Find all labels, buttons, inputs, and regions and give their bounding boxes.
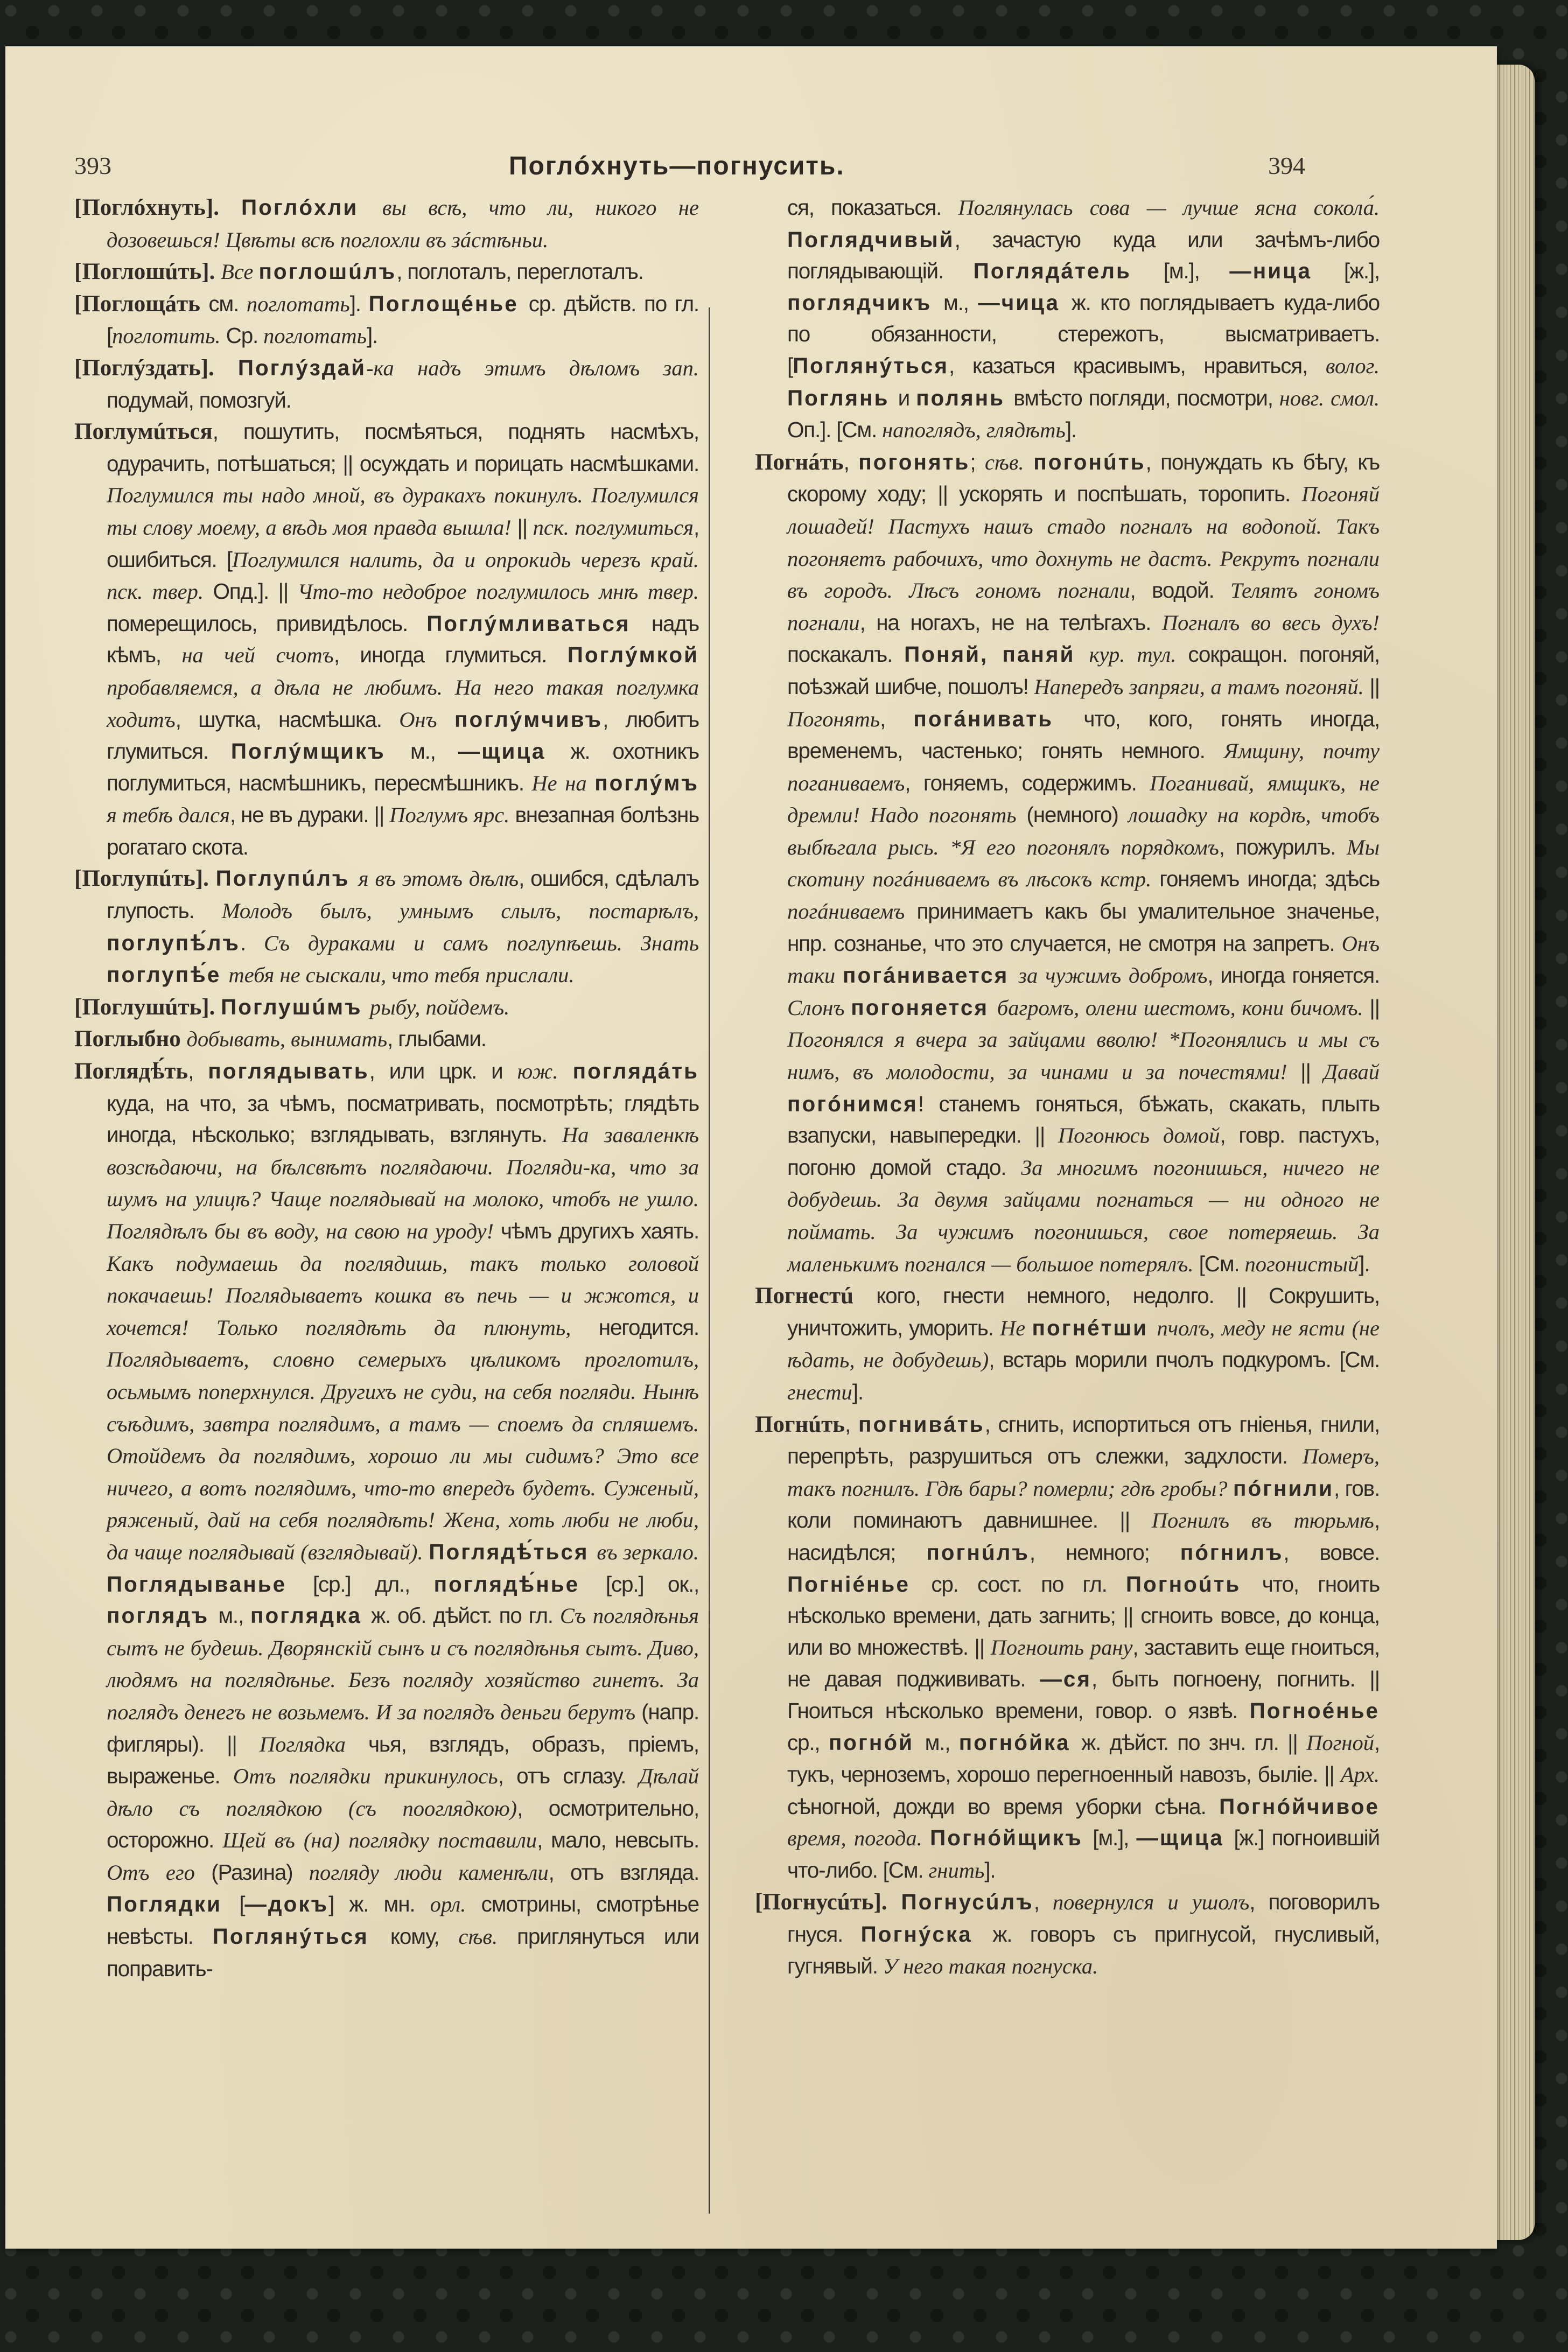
italic-text: Погналъ во весь духъ! bbox=[1161, 610, 1380, 635]
bold-form: —щица bbox=[458, 739, 571, 764]
plain-text: Ср. bbox=[226, 323, 264, 348]
plain-text: , тукъ, черноземъ, хорошо перегноенный навозъ, быліе. || bbox=[787, 1730, 1380, 1787]
plain-text: ж. говоръ съ пригнусой, гнусливый, гугнявый. bbox=[787, 1922, 1380, 1978]
italic-text: Какъ подумаешь да поглядишь, такъ только головой покачаешь! Поглядываетъ кошка въ печь — и жжотся, и хочется! Только поглядѣть да плюнуть, bbox=[107, 1251, 699, 1340]
column-left bbox=[74, 192, 699, 1984]
plain-text: внезапная болѣзнь рогатаго скота. bbox=[107, 802, 699, 859]
bold-form: погóнимся bbox=[787, 1091, 918, 1116]
bold-form: поглядъ bbox=[107, 1603, 219, 1628]
page-number-left: 393 bbox=[74, 152, 111, 179]
bold-form: Погнóйщикъ bbox=[930, 1825, 1093, 1851]
bold-form: Поглýздай bbox=[237, 355, 367, 380]
dictionary-entry bbox=[74, 1055, 699, 1984]
italic-text: я въ этомъ дѣлѣ bbox=[358, 866, 519, 891]
plain-text: ! станемъ гоняться, бѣжать, скакать, плыть взапуски, навыпередки. || bbox=[787, 1091, 1380, 1148]
bold-form: поглядѣ́нье bbox=[433, 1571, 606, 1597]
italic-text: Съ поглядѣнья сытъ не будешь. Дворянскій сынъ и съ поглядѣнья сытъ. Диво, людямъ на поглядѣнье. Безъ погляду хозяйство гинетъ. За поглядъ денегъ не возьмемъ. И за поглядъ деньги берутъ bbox=[107, 1604, 699, 1724]
italic-text: кур. тул. bbox=[1089, 642, 1188, 667]
bold-form: —ница bbox=[1229, 258, 1344, 284]
italic-text: Поганивай, ямщикъ, не дремли! Надо погонять bbox=[787, 771, 1380, 828]
bold-form: Погноéнье bbox=[1249, 1698, 1380, 1723]
italic-text: Отъ поглядки прикинулось bbox=[233, 1764, 498, 1789]
italic-text: Телятъ гономъ погнали bbox=[787, 578, 1380, 635]
plain-text: [ср.] дл., bbox=[312, 1571, 434, 1597]
plain-text: ] ж. мн. bbox=[328, 1892, 430, 1917]
italic-text: Поглянулась сова — лучше ясна сокола́. bbox=[958, 195, 1380, 220]
italic-text: Не на bbox=[531, 771, 595, 795]
italic-text: За многимъ погонишься, ничего не добудешь. За двумя зайцами погнаться — ни одного не поймать. За чужимъ погонишься, свое потеряешь. За маленькимъ погнался — большое потерялъ. bbox=[787, 1155, 1380, 1276]
italic-text: гнести bbox=[787, 1380, 852, 1404]
bold-form: поглядка bbox=[250, 1603, 372, 1628]
plain-text: надъ кѣмъ, bbox=[107, 611, 699, 668]
bold-form: Поглядáтель bbox=[973, 258, 1164, 284]
plain-text: куда, на что, за чѣмъ, посматривать, посмотрѣть; глядѣть иногда, нѣсколько; взглядывать, взглянуть. bbox=[107, 1090, 699, 1147]
bold-form: поглупѣ́лъ bbox=[107, 930, 240, 955]
dictionary-entry bbox=[74, 256, 699, 288]
italic-text: за чужимъ добромъ bbox=[1018, 963, 1208, 988]
plain-text: ; bbox=[970, 449, 985, 474]
plain-text: , на ногахъ, не на телѣгахъ. bbox=[859, 610, 1162, 635]
bold-form: Поглушúмъ bbox=[221, 994, 370, 1019]
italic-text: Ямщину, почту поганиваемъ bbox=[787, 739, 1380, 795]
page-number-right: 394 bbox=[1268, 152, 1305, 179]
bold-form: Поглóхли bbox=[241, 195, 382, 220]
headword: Поглядѣ́ть bbox=[74, 1059, 188, 1084]
plain-text: , гов. коли поминаютъ давнишнее. || bbox=[787, 1475, 1380, 1533]
plain-text: , bbox=[843, 449, 859, 474]
bold-form: —чица bbox=[978, 290, 1072, 315]
headword: [Поглýздать]. bbox=[74, 355, 238, 381]
italic-text: Погонять bbox=[787, 706, 880, 731]
bold-form: пóгнили bbox=[1233, 1475, 1334, 1501]
italic-text: Не bbox=[1000, 1315, 1032, 1340]
column-divider bbox=[709, 307, 710, 2214]
plain-text: , понуждать къ бѣгу, къ скорому ходу; || ускорять и поспѣшать, торопить. bbox=[787, 449, 1380, 507]
italic-text: Мы скотину погáниваемъ въ лѣсокъ кстр. bbox=[787, 835, 1380, 892]
italic-text: напоглядъ, глядѣть bbox=[882, 418, 1066, 443]
plain-text: , пошутить, посмѣяться, поднять насмѣхъ, одурачить, потѣшаться; || осуждать и порицать насмѣшками. bbox=[107, 419, 699, 476]
plain-text: , казаться красивымъ, нравиться, bbox=[949, 353, 1326, 378]
plain-text: см. bbox=[208, 291, 247, 316]
italic-text: Погнилъ въ тюрьмѣ bbox=[1151, 1508, 1374, 1533]
plain-text: ж. об. дѣйст. по гл. bbox=[371, 1603, 560, 1628]
italic-text: багромъ, олени шестомъ, кони бичомъ. bbox=[997, 995, 1370, 1020]
bold-form: погнúлъ bbox=[926, 1539, 1030, 1565]
plain-text: , иногда глумиться. bbox=[333, 642, 568, 668]
headword: [Поглóхнуть]. bbox=[74, 195, 241, 220]
plain-text: [ bbox=[239, 1892, 245, 1917]
dictionary-entry bbox=[74, 863, 699, 991]
plain-text: приглянуться или поправить- bbox=[107, 1924, 699, 1981]
dictionary-page bbox=[5, 46, 1497, 2249]
plain-text: м., bbox=[925, 1730, 959, 1755]
italic-text: въ зеркало. bbox=[597, 1539, 699, 1564]
italic-text: новг. смол. bbox=[1279, 386, 1380, 410]
dictionary-entry bbox=[74, 991, 699, 1024]
bold-form: Погнóйчивое bbox=[1219, 1794, 1380, 1819]
plain-text: , или црк. и bbox=[369, 1059, 517, 1084]
bold-form: пóгнилъ bbox=[1180, 1539, 1284, 1565]
plain-text: вмѣсто погляди, посмотри, bbox=[1013, 385, 1279, 410]
bold-form: погнéтши bbox=[1032, 1315, 1157, 1340]
plain-text: ся, показаться. bbox=[787, 195, 958, 220]
italic-text: Онъ bbox=[399, 707, 454, 732]
bold-form: погнóйка bbox=[958, 1730, 1082, 1755]
plain-text: сѣногной, дожди во время уборки сѣна. bbox=[787, 1794, 1220, 1819]
plain-text: [м.], bbox=[1093, 1825, 1137, 1851]
italic-text: Напередъ запряги, а тамъ погоняй. bbox=[1034, 674, 1370, 699]
plain-text: кого, гнести немного, недолго. || Сокрушить, уничтожить, уморить. bbox=[787, 1283, 1380, 1340]
bold-form: Поняй, паняй bbox=[904, 642, 1089, 667]
plain-text: чѣмъ другихъ хаять. bbox=[500, 1219, 699, 1243]
plain-text: , быть погноену, погнить. || Гноиться нѣсколько времени, говор. о язвѣ. bbox=[787, 1667, 1380, 1723]
bold-form: поглýмчивъ bbox=[454, 706, 603, 732]
dictionary-entry bbox=[755, 1886, 1380, 1982]
headword: Поглумúться bbox=[74, 419, 213, 445]
italic-text: я тебѣ дался bbox=[107, 803, 230, 828]
italic-text: повернулся и ушолъ bbox=[1052, 1890, 1250, 1915]
bold-form: поглядчикъ bbox=[787, 290, 943, 315]
bold-form: погáнивать bbox=[913, 706, 1084, 731]
plain-text: , глыбами. bbox=[387, 1026, 486, 1052]
plain-text: , насидѣлся; bbox=[787, 1508, 1380, 1565]
italic-text: Поглумился налить, да и опрокидь черезъ край. пск. твер. bbox=[107, 547, 699, 604]
plain-text: ]. bbox=[852, 1379, 863, 1404]
bold-form: Поглядчивый bbox=[787, 227, 955, 252]
headword: [Поглупúть]. bbox=[74, 866, 216, 892]
bold-form: Поглýмщикъ bbox=[230, 739, 410, 764]
italic-text: Все bbox=[221, 260, 259, 284]
plain-text: , сгнить, испортиться отъ гніенья, гнили, перепрѣть, разрушиться отъ слежки, задхлости. bbox=[787, 1411, 1380, 1469]
plain-text: , любитъ глумиться. bbox=[107, 706, 699, 764]
bold-form: Поглянýться bbox=[212, 1924, 390, 1949]
italic-text: Погоняй лошадей! Пастухъ нашъ стадо погналъ на водопой. Такъ погоняетъ рабочихъ, что дохнуть не дастъ. Рекрутъ погнали въ городъ. Лѣсъ гономъ погнали bbox=[787, 482, 1380, 603]
italic-text: Дѣлай дѣло съ поглядкою (съ пооглядкою) bbox=[107, 1764, 699, 1821]
italic-text: поглотать bbox=[246, 291, 350, 316]
italic-text: добывать, вынимать bbox=[186, 1027, 388, 1052]
italic-text: Поглумъ ярс. bbox=[389, 803, 515, 828]
plain-text: м., bbox=[943, 290, 978, 315]
plain-text: , встарь морили пчолъ подкуромъ. [См. bbox=[989, 1347, 1380, 1373]
headword: Погнúть bbox=[755, 1411, 845, 1437]
plain-text: , немного; bbox=[1029, 1539, 1180, 1565]
dictionary-entry bbox=[755, 192, 1380, 446]
italic-text: погонистый bbox=[1244, 1251, 1359, 1276]
plain-text: поскакалъ. bbox=[787, 642, 905, 667]
bold-form: поглошúлъ bbox=[258, 259, 397, 284]
bold-form: поглýмъ bbox=[594, 770, 699, 795]
plain-text: (немного) bbox=[1026, 802, 1129, 828]
dictionary-entry bbox=[74, 288, 699, 352]
plain-text: , гоняемъ, содержимъ. bbox=[905, 770, 1150, 795]
plain-text: , ошибиться. [ bbox=[107, 514, 699, 572]
plain-text: , зачастую куда или зачѣмъ-либо поглядывающій. bbox=[787, 227, 1380, 284]
plain-text: || bbox=[1369, 995, 1380, 1020]
plain-text: Оп.]. [См. bbox=[787, 417, 883, 443]
italic-text: Погонюсь домой bbox=[1058, 1123, 1220, 1148]
bold-form: —ся bbox=[1040, 1667, 1092, 1692]
italic-text: сѣв. bbox=[984, 450, 1034, 474]
plain-text: и bbox=[898, 385, 916, 410]
plain-text: , мало, невсыть. bbox=[537, 1828, 699, 1853]
dictionary-entry bbox=[74, 1023, 699, 1055]
plain-text: кому, bbox=[390, 1924, 459, 1949]
bold-form: Погноúть bbox=[1125, 1571, 1262, 1597]
plain-text: ж. дѣйст. по знч. гл. || bbox=[1081, 1730, 1307, 1755]
plain-text: , bbox=[880, 706, 914, 731]
plain-text: , bbox=[1033, 1889, 1053, 1915]
italic-text: лошадку на кордѣ, чтобъ выбѣгала рысь. *Я его погонялъ порядкомъ bbox=[787, 803, 1380, 859]
plain-text: гоняемъ иногда; здѣсь bbox=[1159, 866, 1380, 892]
bold-form: погонять bbox=[858, 449, 970, 474]
plain-text: ]. bbox=[367, 323, 378, 348]
plain-text: [ср.] ок., bbox=[605, 1571, 699, 1597]
italic-text: Слонъ bbox=[787, 995, 851, 1020]
column-right bbox=[755, 192, 1380, 1982]
italic-text: орл. bbox=[430, 1892, 481, 1917]
plain-text: ж. охотникъ поглумиться, насмѣшникъ, пересмѣшникъ. bbox=[107, 739, 699, 795]
italic-text: тебя не сыскали, что тебя прислали. bbox=[228, 963, 575, 988]
bold-form: поглядáть bbox=[572, 1059, 699, 1084]
italic-text: Поглядываетъ, словно семерыхъ цѣликомъ проглотилъ, осьмымъ поперхнулся. Другихъ не суди, на себя погляди. Нынѣ съѣдимъ, завтра поглядимъ, а тамъ — споемъ да спляшемъ. Отойдемъ да поглядимъ, хорошо ли мы сидимъ? Это все ничего, а вотъ поглядимъ, что-то впередъ будетъ. Суженый, ряженый, дай на себя поглядѣть! Жена, хоть люби не люби, да чаще поглядывай (взглядывай). bbox=[107, 1347, 699, 1564]
plain-text: Опд.]. || bbox=[213, 579, 298, 604]
headword: [Поглошúть]. bbox=[74, 259, 221, 285]
headword: Погнестú bbox=[755, 1283, 877, 1309]
italic-text: Съ дураками и самъ поглупѣешь. Знать bbox=[263, 930, 699, 955]
bold-form: погáнивается bbox=[843, 963, 1019, 988]
italic-text: погляду люди каменѣли bbox=[309, 1860, 549, 1885]
dictionary-entry bbox=[755, 1280, 1380, 1408]
italic-text: Давай bbox=[1324, 1060, 1380, 1084]
italic-text: У него такая погнуска. bbox=[883, 1954, 1098, 1978]
plain-text: подумай, помозгуй. bbox=[107, 387, 291, 412]
italic-text: гнить bbox=[928, 1858, 985, 1882]
bold-form: Поглянь bbox=[787, 385, 898, 410]
bold-form: полянь bbox=[916, 385, 1014, 410]
italic-text: Погонялся я вчера за зайцами вволю! *Погонялись и мы съ нимъ, въ молодости, за чинами и за почестями! bbox=[787, 1027, 1380, 1084]
plain-text: || bbox=[517, 514, 533, 540]
plain-text: смотрины, смотрѣнье невѣсты. bbox=[107, 1892, 699, 1949]
running-title: Поглóхнуть—погнусить. bbox=[509, 152, 845, 180]
plain-text: принимаетъ какъ бы умалительное значенье, нпр. сознанье, что это случается, не смотря на запретъ. bbox=[787, 899, 1380, 956]
headword: [Поглушúть]. bbox=[74, 994, 221, 1020]
headword: [Погнусúть]. bbox=[755, 1889, 901, 1915]
plain-text: , пожурилъ. bbox=[1219, 834, 1347, 859]
bold-form: Погніéнье bbox=[787, 1571, 932, 1597]
bold-form: погонúть bbox=[1033, 449, 1146, 474]
plain-text: ]. bbox=[1359, 1251, 1370, 1276]
plain-text: ср., bbox=[787, 1730, 829, 1755]
bold-form: Поглядки bbox=[107, 1892, 240, 1917]
plain-text: что, гноить нѣсколько времени, дать загнить; || сгноить вовсе, до конца, или во множествѣ. || bbox=[787, 1571, 1380, 1660]
running-head bbox=[5, 151, 1497, 184]
italic-text: Поглядка bbox=[259, 1732, 369, 1756]
italic-text: сѣв. bbox=[458, 1924, 517, 1949]
plain-text: , заставить еще гноиться, не давая поджививать. bbox=[787, 1634, 1380, 1692]
plain-text: , не въ дураки. || bbox=[229, 802, 390, 828]
dictionary-entry bbox=[755, 446, 1380, 1280]
plain-text: ]. bbox=[349, 291, 369, 316]
dictionary-entry bbox=[74, 192, 699, 256]
bold-form: погнóй bbox=[828, 1730, 925, 1755]
plain-text: , осмотрительно, осторожно. bbox=[107, 1795, 699, 1853]
plain-text: ср. дѣйств. по гл. [ bbox=[107, 291, 699, 348]
italic-text: юж. bbox=[517, 1059, 573, 1084]
plain-text: ]. bbox=[984, 1857, 996, 1882]
dictionary-entry bbox=[755, 1409, 1380, 1887]
italic-text: время, погода. bbox=[787, 1826, 930, 1851]
plain-text: , водой. bbox=[1130, 578, 1230, 603]
italic-text: волог. bbox=[1325, 353, 1380, 378]
italic-text: поглотить. bbox=[112, 324, 226, 348]
italic-text: На заваленкѣ возсѣдаючи, на бѣлсвѣтъ поглядаючи. Погляди-ка, что за шумъ на улицѣ? Чаще поглядывай на молоко, чтобъ не ушло. Поглядѣлъ бы въ воду, на свою на уроду! bbox=[107, 1123, 699, 1243]
bold-form: Поглощéнье bbox=[368, 291, 529, 316]
plain-text: [м.], bbox=[1163, 258, 1230, 284]
bold-form: Погнýска bbox=[860, 1922, 993, 1947]
plain-text: что, кого, гонять иногда, временемъ, частенько; гонять немного. bbox=[787, 706, 1380, 764]
plain-text: чья, взглядъ, образъ, пріемъ, выраженье. bbox=[107, 1731, 699, 1789]
bold-form: погоняется bbox=[851, 995, 997, 1020]
italic-text: на чей счотъ bbox=[181, 643, 334, 668]
italic-text: Погной bbox=[1306, 1730, 1374, 1755]
italic-text: поглотать bbox=[263, 324, 367, 348]
bold-form: Поглядѣ́ться bbox=[429, 1539, 597, 1564]
italic-text: пчолъ, меду не ясти (не ѣдать, не добудешь) bbox=[787, 1315, 1380, 1373]
headword: Поглыбно bbox=[74, 1026, 187, 1052]
plain-text: ж. кто поглядываетъ куда-либо по обязанности, стережотъ, высматриваетъ. [ bbox=[787, 290, 1380, 378]
bold-form: —щица bbox=[1136, 1825, 1234, 1851]
italic-text: пск. поглумиться bbox=[533, 515, 694, 540]
italic-text: пробавляемся, а дѣла не любимъ. На него такая поглумка ходитъ bbox=[107, 675, 699, 732]
bold-form: —докъ bbox=[244, 1892, 329, 1917]
plain-text: || bbox=[1300, 1059, 1324, 1084]
bold-form: Погнусúлъ bbox=[901, 1889, 1034, 1915]
plain-text: (напр. фигляры). || bbox=[107, 1699, 699, 1756]
plain-text: , bbox=[845, 1411, 858, 1437]
italic-text: Отъ его bbox=[107, 1860, 212, 1885]
bold-form: Поглянýться bbox=[793, 353, 949, 378]
plain-text: (Разина) bbox=[211, 1859, 309, 1885]
italic-text: Молодъ былъ, умнымъ слылъ, постарѣлъ, bbox=[221, 899, 699, 923]
plain-text: сокращон. погоняй, поѣзжай шибче, пошолъ! bbox=[787, 642, 1380, 699]
italic-text: Погноить рану bbox=[990, 1635, 1133, 1660]
plain-text: , поговорилъ гнуся. bbox=[787, 1889, 1380, 1947]
bold-form: поглядывать bbox=[208, 1059, 369, 1084]
headword: Погнáть bbox=[755, 449, 844, 475]
plain-text: ]. bbox=[1065, 417, 1076, 443]
plain-text: , поглоталъ, переглоталъ. bbox=[396, 259, 643, 284]
italic-text: Померъ, такъ погнилъ. Гдѣ бары? померли; гдѣ гробы? bbox=[787, 1444, 1380, 1501]
italic-text: рыбу, пойдемъ. bbox=[369, 995, 510, 1019]
italic-text: погáниваемъ bbox=[787, 899, 917, 924]
plain-text: , bbox=[188, 1059, 208, 1084]
plain-text: ср. сост. по гл. bbox=[931, 1571, 1126, 1597]
plain-text: , отъ взгляда. bbox=[548, 1859, 699, 1885]
plain-text: , иногда гоняется. bbox=[1207, 963, 1380, 988]
plain-text: . bbox=[240, 930, 264, 955]
bold-form: Поглýмкой bbox=[567, 642, 699, 668]
bold-form: Поглупúлъ bbox=[215, 866, 359, 891]
italic-text: Онъ таки bbox=[787, 931, 1380, 988]
headword: [Поглощáть bbox=[74, 291, 209, 317]
italic-text: вы всѣ, что ли, никого не дозовешься! Цвѣты всѣ поглохли въ зáстѣньи. bbox=[107, 195, 699, 252]
plain-text: , отъ сглазу. bbox=[498, 1763, 639, 1789]
dictionary-entry bbox=[74, 416, 699, 863]
bold-form: поглупѣ́е bbox=[107, 962, 229, 988]
bold-form: Поглядыванье bbox=[107, 1571, 313, 1597]
plain-text: , шутка, насмѣшка. bbox=[175, 706, 400, 732]
italic-text: Поглумился ты надо мной, въ дуракахъ покинулъ. Поглумился ты слову моему, а вѣдь моя правда вышла! bbox=[107, 483, 699, 540]
bold-form: погнивáть bbox=[858, 1411, 985, 1437]
plain-text: , говр. пастухъ, погоню домой стадо. bbox=[787, 1123, 1380, 1180]
plain-text: померещилось, привидѣлось. bbox=[107, 611, 427, 636]
plain-text: [См. bbox=[1199, 1251, 1245, 1276]
plain-text: || bbox=[1369, 674, 1380, 699]
italic-text: -ка надъ этимъ дѣломъ зап. bbox=[366, 355, 699, 380]
bold-form: Поглýмливаться bbox=[426, 611, 652, 636]
plain-text: м., bbox=[410, 739, 458, 764]
italic-text: Что-то недоброе поглумилось мнѣ твер. bbox=[297, 579, 699, 604]
plain-text: , вовсе. bbox=[1283, 1539, 1380, 1565]
plain-text: м., bbox=[218, 1603, 250, 1628]
italic-text: Арх. bbox=[1340, 1762, 1380, 1787]
plain-text: [ж.], bbox=[1343, 258, 1380, 284]
plain-text: [ж.] погноившій что-либо. [См. bbox=[787, 1825, 1380, 1882]
italic-text: Щей въ (на) поглядку поставили bbox=[222, 1828, 537, 1853]
dictionary-entry bbox=[74, 352, 699, 416]
plain-text: , ошибся, сдѣлалъ глупость. bbox=[107, 866, 699, 923]
plain-text: негодится. bbox=[598, 1314, 699, 1340]
